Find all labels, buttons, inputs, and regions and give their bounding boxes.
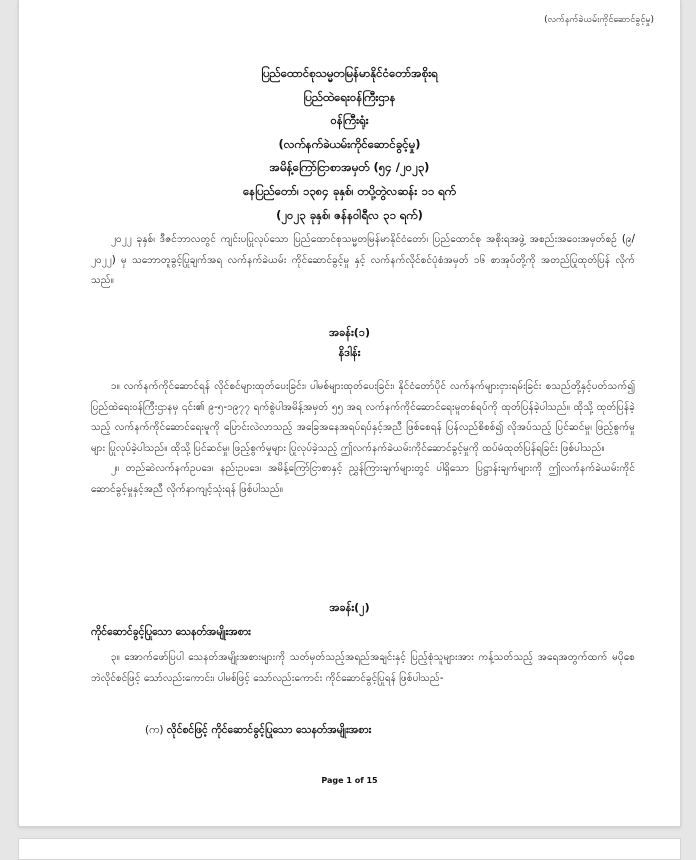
gregorian-date: (၂၀၂၃ ခုနှစ်၊ ဇန်နဝါရီလ ၃၁ ရက်) <box>276 207 423 222</box>
intro-section <box>91 230 635 292</box>
paragraph-1: ၁။ လက်နက်ကိုင်ဆောင်ရန် လိုင်စင်များထုတ်ပေးခြင်း၊ ပါမစ်များထုတ်ပေးခြင်း၊ နိုင်ငံတော်ပိုင် လက်နက်များငှားရမ်းခြင်း စသည်တို့နှင့်ပတ်သက်၍ ပြည်ထဲရေးဝန်ကြီးဌာနမှ ၎င်း၏ ၉-၅-၁၉၇၇ ရက်စွဲပါအမိန့်အမှတ် ၅၅ အရ လက်နက်ကိုင်ဆောင်ရေးမူတစ်ရပ်ကို ထုတ်ပြန်ခဲ့ပါသည်။ ထိုသို့ ထုတ်ပြန်ခဲ့သည့် လက်နက်ကိုင်ဆောင်ရေးမူကို ပြောင်းလဲလာသည့် အခြေအနေအရပ်ရပ်နှင့်အညီ ဖြစ်စေရန် ပြန်လည်စိစစ်၍ လိုအပ်သည့် ပြင်ဆင်မှု၊ ဖြည့်စွက်မှုများ ပြုလုပ်ခဲ့ပါသည်။ ထိုသို့ ပြင်ဆင်မှု၊ ဖြည့်စွက်မှုများ ပြုလုပ်ခဲ့သည့် ဤလက်နက်ခဲယမ်းကိုင်ဆောင်ခွင့်မှုကို ထပ်မံထုတ်ပြန်ရခြင်း ဖြစ်ပါသည်။ <box>91 381 635 454</box>
sub-item-label: လိုင်စင်ဖြင့် ကိုင်ဆောင်ခွင့်ပြုသော သေနတ်အမျိုးအစား <box>166 724 372 736</box>
intro-paragraph: ၂၀၂၂ ခုနှစ်၊ ဒီဇင်ဘာလတွင် ကျင်းပပြုလုပ်သော ပြည်ထောင်စုသမ္မတမြန်မာနိုင်ငံတော်၊ ပြည်ထောင်စု အစိုးရအဖွဲ့ အစည်းအဝေးအမှတ်စဉ် (၉/ ၂၀၂၂) မှ သဘောတူခွင့်ပြုချက်အရ လက်နက်ခဲယမ်း ကိုင်ဆောင်ခွင့်မှု နှင့် လက်နက်လိုင်စင်ပုံစံအမှတ် ၁၆ စာအုပ်တို့ကို အတည်ပြုထုတ်ပြန် လိုက်သည်။ <box>91 234 635 287</box>
page-number: Page 1 of 15 <box>321 776 378 785</box>
sub-item-marker: (က) <box>145 724 164 736</box>
chapter-2-heading: အခန်း(၂) <box>329 601 370 614</box>
next-page-edge <box>18 838 681 860</box>
myanmar-date: နေပြည်တော်၊ ၁၃၈၄ ခုနှစ်၊ တပို့တွဲလဆန်း ၁၁ ရက် <box>242 183 456 198</box>
chapter-1-subheading: နိဒါန်း <box>338 346 361 359</box>
paragraph-3: ၃။ အောက်ဖော်ပြပါ သေနတ်အမျိုးအစားများကို သတ်မှတ်သည့်အရည်အချင်းနှင့် ပြည့်စုံသူများအား ကန့်သတ်သည့် အရေအတွက်ထက် မပိုစေဘဲလိုင်စင်ဖြင့် သော်လည်းကောင်း၊ ပါမစ်ဖြင့် သော်လည်းကောင်း ကိုင်ဆောင်ခွင့်ပြုရန် ဖြစ်ပါသည်- <box>91 652 635 684</box>
sub-item-ka <box>145 724 371 739</box>
notification-number: အမိန့်ကြော်ငြာစာအမှတ် (၅၄ /၂၀၂၃) <box>269 160 430 175</box>
paragraph-2: ၂။ တည်ဆဲလက်နက်ဥပဒေ၊ နည်းဥပဒေ၊ အမိန့်ကြော်ငြာစာနှင့် ညွှန်ကြားချက်များတွင် ပါရှိသော ပြဋ္ဌာန်းချက်များကို ဤလက်နက်ခဲယမ်းကိုင်ဆောင်ခွင့်မှုနှင့်အညီ လိုက်နာကျင့်သုံးရန် ဖြစ်ပါသည်။ <box>91 463 635 495</box>
ministry-title: ပြည်ထဲရေးဝန်ကြီးဌာန <box>303 89 396 104</box>
chapter-1-body <box>91 377 635 501</box>
header-note: (လက်နက်ခဲယမ်းကိုင်ဆောင်ခွင့်မှု) <box>544 15 654 25</box>
office-title: ဝန်ကြီးရုံး <box>330 113 369 128</box>
chapter-2-body <box>91 648 635 689</box>
document-subject: (လက်နက်ခဲယမ်းကိုင်ဆောင်ခွင့်မှု) <box>278 136 421 151</box>
chapter-1-heading: အခန်း(၁) <box>328 326 370 339</box>
title-block <box>19 62 680 227</box>
chapter-2-subheading: ကိုင်ဆောင်ခွင့်ပြုသော သေနတ်အမျိုးအစား <box>91 626 251 638</box>
government-title: ပြည်ထောင်စုသမ္မတမြန်မာနိုင်ငံတော်အစိုးရ <box>261 66 438 80</box>
document-page <box>18 0 681 827</box>
